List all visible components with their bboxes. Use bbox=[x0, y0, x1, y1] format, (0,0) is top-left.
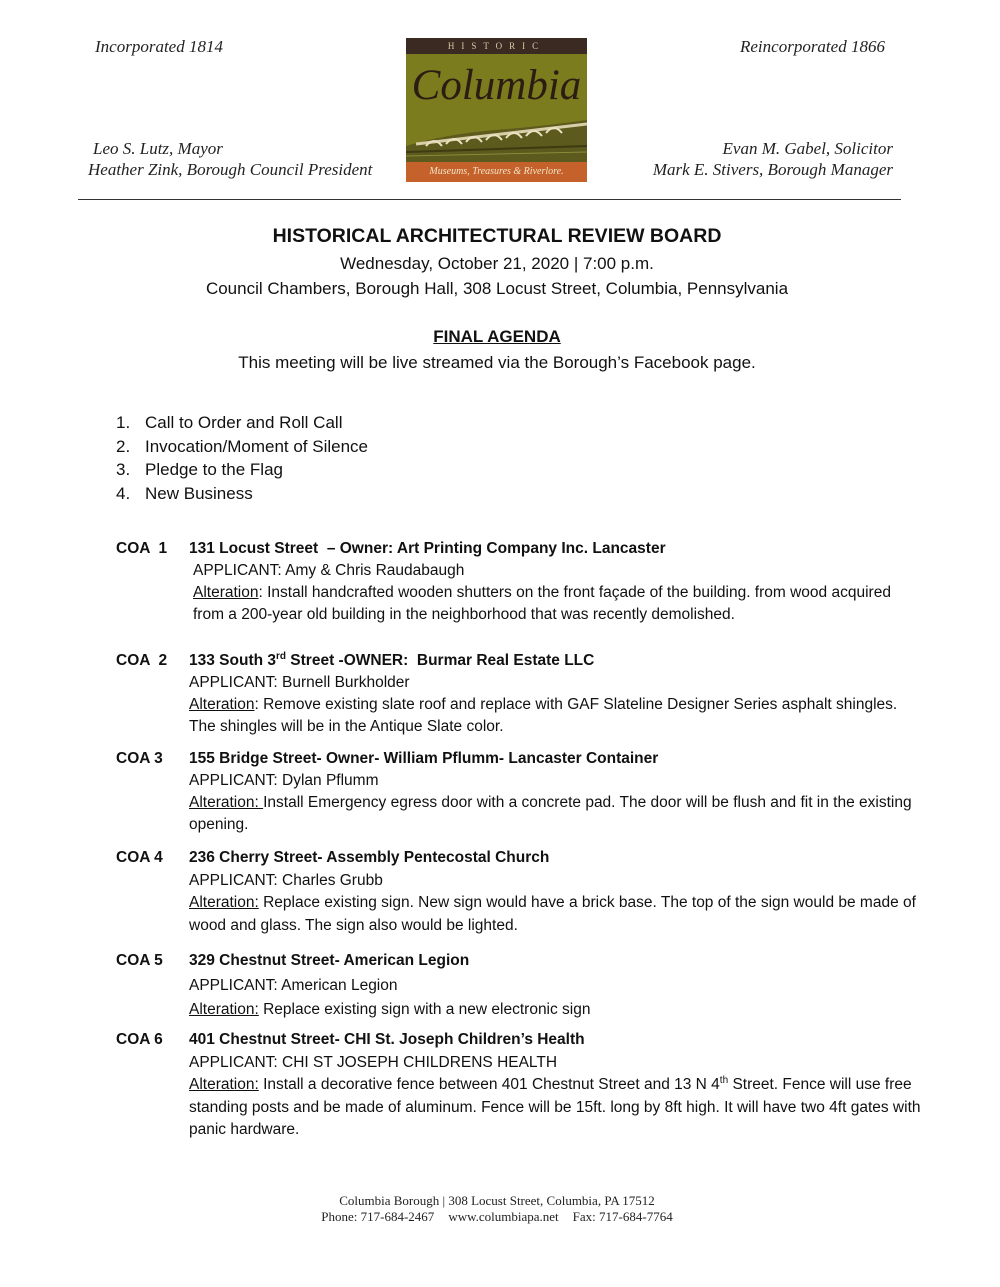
item-number: 1. bbox=[116, 413, 131, 432]
footer-contact bbox=[0, 1209, 994, 1225]
agenda-list bbox=[116, 411, 368, 505]
alteration-text: : Remove existing slate roof and replace with GAF Slateline Designer Series asphalt shingles. The shingles will be in the Antique Slate color. bbox=[189, 696, 898, 735]
item-number: 3. bbox=[116, 460, 131, 479]
coa-title: 401 Chestnut Street- CHI St. Joseph Children’s Health bbox=[189, 1031, 585, 1048]
coa-item-5 bbox=[116, 949, 926, 1023]
logo-historic-text: HISTORIC bbox=[406, 38, 587, 54]
coa-body bbox=[189, 650, 926, 738]
coa-title: 236 Cherry Street- Assembly Pentecostal Church bbox=[189, 849, 550, 866]
coa-title: 131 Locust Street – Owner: Art Printing Company Inc. Lancaster bbox=[189, 540, 666, 557]
meeting-location: Council Chambers, Borough Hall, 308 Locust Street, Columbia, Pennsylvania bbox=[205, 279, 789, 298]
coa-alteration bbox=[189, 792, 926, 836]
coa-item-6 bbox=[116, 1029, 926, 1142]
coa-body bbox=[189, 949, 926, 1023]
footer-website: www.columbiapa.net bbox=[448, 1209, 559, 1224]
coa-code: COA 6 bbox=[116, 1031, 163, 1048]
footer-fax: Fax: 717-684-7764 bbox=[572, 1209, 673, 1224]
alteration-label: Alteration: bbox=[189, 794, 264, 811]
item-label: New Business bbox=[145, 483, 253, 503]
footer-phone: Phone: 717-684-2467 bbox=[321, 1209, 435, 1224]
columbia-logo bbox=[406, 38, 587, 182]
item-number: 2. bbox=[116, 436, 131, 456]
coa-alteration bbox=[189, 1074, 926, 1142]
title-text: Street -OWNER: Burmar Real Estate LLC bbox=[286, 652, 595, 669]
list-item bbox=[116, 482, 368, 506]
alteration-text: : Install handcrafted wooden shutters on the front façade of the building. from wood acquired from a 200-year old building in the neighborhood that was recently demolished. bbox=[193, 584, 891, 623]
coa-item-2 bbox=[116, 650, 926, 738]
coa-alteration bbox=[189, 694, 926, 738]
council-president-name: Heather Zink, Borough Council President bbox=[88, 160, 373, 179]
coa-applicant: APPLICANT: Amy & Chris Raudabaugh bbox=[193, 562, 465, 579]
alteration-label: Alteration bbox=[189, 696, 255, 713]
coa-alteration bbox=[189, 892, 926, 937]
mayor-name: Leo S. Lutz, Mayor bbox=[93, 139, 223, 158]
item-number: 4. bbox=[116, 483, 131, 503]
coa-code: COA 4 bbox=[116, 849, 163, 866]
list-item bbox=[116, 435, 368, 459]
alteration-label: Alteration: bbox=[189, 1076, 259, 1093]
coa-code: COA 5 bbox=[116, 952, 163, 969]
manager-name: Mark E. Stivers, Borough Manager bbox=[652, 160, 893, 179]
alteration-text: Install a decorative fence between 401 Chestnut Street and 13 N 4 bbox=[258, 1076, 720, 1093]
coa-title bbox=[189, 650, 926, 672]
coa-body bbox=[189, 748, 926, 836]
coa-title: 329 Chestnut Street- American Legion bbox=[189, 952, 470, 969]
list-item bbox=[116, 458, 368, 482]
logo-columbia-text: Columbia bbox=[411, 62, 582, 109]
coa-alteration bbox=[189, 998, 926, 1023]
alteration-text: Street. Fence will use free standing posts and be made of aluminum. Fence will be 15ft. long by 8ft high. It will have two 4ft gates with panic hardware. bbox=[189, 1076, 921, 1138]
footer-address: Columbia Borough | 308 Locust Street, Columbia, PA 17512 bbox=[339, 1193, 655, 1208]
incorporated-date: Incorporated 1814 bbox=[95, 37, 223, 56]
coa-alteration bbox=[193, 582, 926, 626]
list-item bbox=[116, 411, 368, 435]
alteration-text: Replace existing sign with a new electronic sign bbox=[258, 1001, 591, 1018]
bridge-illustration-icon bbox=[406, 116, 587, 162]
coa-applicant: APPLICANT: CHI ST JOSEPH CHILDRENS HEALTH bbox=[189, 1053, 558, 1071]
item-label: Invocation/Moment of Silence bbox=[145, 436, 369, 456]
coa-code: COA 3 bbox=[116, 750, 163, 767]
alteration-label: Alteration: bbox=[189, 894, 259, 911]
solicitor-name: Evan M. Gabel, Solicitor bbox=[722, 139, 893, 158]
title-superscript: rd bbox=[276, 650, 286, 662]
logo-tagline: Museums, Treasures & Riverlore. bbox=[406, 162, 587, 182]
coa-code: COA 1 bbox=[116, 540, 168, 557]
meeting-datetime: Wednesday, October 21, 2020 | 7:00 p.m. bbox=[340, 254, 654, 273]
coa-item-3 bbox=[116, 748, 926, 836]
alteration-text: Replace existing sign. New sign would have a brick base. The top of the sign would be made of wood and glass. The sign also would be lighted. bbox=[189, 894, 916, 934]
coa-item-1 bbox=[116, 538, 926, 626]
coa-applicant: APPLICANT: Burnell Burkholder bbox=[189, 674, 410, 691]
header-divider bbox=[78, 199, 901, 200]
coa-applicant: APPLICANT: Charles Grubb bbox=[189, 871, 383, 889]
coa-item-4 bbox=[116, 847, 926, 937]
alteration-superscript: th bbox=[719, 1074, 729, 1086]
coa-body bbox=[189, 1029, 926, 1142]
coa-body bbox=[189, 538, 926, 626]
item-label: Call to Order and Roll Call bbox=[145, 413, 343, 432]
item-label: Pledge to the Flag bbox=[145, 460, 283, 479]
coa-code: COA 2 bbox=[116, 652, 168, 669]
stream-note: This meeting will be live streamed via the Borough’s Facebook page. bbox=[238, 353, 756, 372]
board-title: HISTORICAL ARCHITECTURAL REVIEW BOARD bbox=[272, 225, 722, 247]
coa-applicant: APPLICANT: Dylan Pflumm bbox=[189, 772, 379, 789]
title-text: 133 South 3 bbox=[189, 652, 276, 669]
agenda-title: FINAL AGENDA bbox=[433, 327, 561, 346]
coa-applicant: APPLICANT: American Legion bbox=[189, 976, 398, 994]
alteration-label: Alteration: bbox=[189, 1001, 259, 1018]
coa-body bbox=[189, 847, 926, 937]
alteration-text: Install Emergency egress door with a concrete pad. The door will be flush and fit in the existing opening. bbox=[189, 794, 912, 833]
reincorporated-date: Reincorporated 1866 bbox=[740, 37, 885, 56]
alteration-label: Alteration bbox=[193, 584, 259, 601]
coa-title: 155 Bridge Street- Owner- William Pflumm- Lancaster Container bbox=[189, 750, 659, 767]
